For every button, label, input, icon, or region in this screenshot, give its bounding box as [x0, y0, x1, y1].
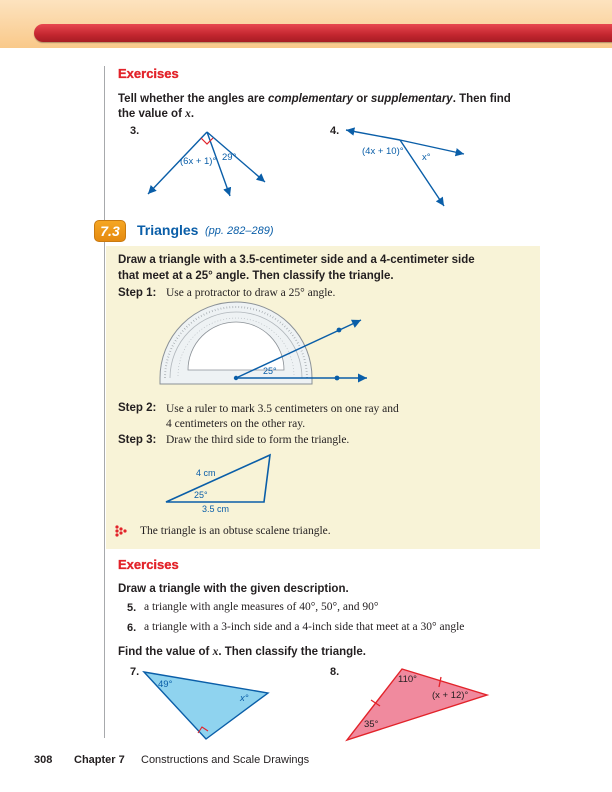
exercise-number-7: 7. — [130, 666, 140, 678]
exercise-number-4: 4. — [330, 125, 340, 137]
step-2-line: 4 centimeters on the other ray. — [166, 418, 306, 430]
step-3-text: Draw the third side to form the triangle. — [166, 434, 350, 446]
angle-label: (4x + 10)° — [362, 146, 404, 157]
angle-label: (x + 12)° — [432, 690, 469, 701]
section-badge: 7.3 — [94, 220, 126, 242]
instruction-part: Find the value of — [118, 646, 213, 658]
section-pages: (pp. 282–289) — [205, 225, 274, 237]
angle-label: x° — [240, 693, 249, 704]
instruction-term: supplementary — [370, 93, 453, 105]
instruction-part: or — [353, 93, 371, 105]
angle-label: 29° — [222, 152, 237, 163]
triangle-side-label: 4 cm — [196, 468, 216, 478]
instruction-variable: x — [212, 646, 219, 658]
instruction-part: . Then classify the triangle. — [218, 646, 366, 658]
angle-diagram-4 — [340, 120, 470, 210]
instruction-part: . — [190, 108, 195, 120]
step-2-line: Use a ruler to mark 3.5 centimeters on one ray and — [166, 403, 399, 415]
header-bar — [34, 24, 612, 42]
exercise-number-8: 8. — [330, 666, 340, 678]
triangle-angle-label: 25° — [194, 490, 208, 500]
conclusion-dots-icon — [114, 524, 128, 538]
exercises-heading: Exercises — [118, 66, 179, 81]
step-1-text: Use a protractor to draw a 25° angle. — [166, 287, 336, 299]
instruction-variable: x — [185, 108, 191, 120]
step-1-label: Step 1: — [118, 287, 157, 299]
step-2-text — [166, 402, 399, 432]
footer-title: Constructions and Scale Drawings — [141, 754, 310, 766]
exercise-number-6: 6. — [127, 622, 137, 634]
example-prompt — [118, 252, 475, 284]
angle-label: 110° — [398, 674, 417, 685]
instruction-part: Tell whether the angles are — [118, 93, 268, 105]
prompt-line: that meet at a 25° angle. Then classify the triangle. — [118, 270, 394, 282]
angle-diagram-3 — [140, 120, 280, 200]
angle-label: (6x + 1)° — [180, 156, 217, 167]
exercise-instruction-2: Draw a triangle with the given description. — [118, 583, 349, 595]
section-title: Triangles — [137, 222, 199, 238]
instruction-part: the value of — [118, 108, 186, 120]
exercise-number-5: 5. — [127, 602, 137, 614]
exercise-instruction — [118, 92, 538, 122]
exercise-instruction-3 — [118, 646, 366, 658]
footer-chapter: Chapter 7 — [74, 754, 125, 766]
step-2-label: Step 2: — [118, 402, 157, 414]
angle-label: 35° — [364, 719, 379, 730]
prompt-line: Draw a triangle with a 3.5-centimeter side and a 4-centimeter side — [118, 254, 475, 266]
triangle-diagram-8 — [340, 665, 495, 745]
conclusion-text: The triangle is an obtuse scalene triangle. — [140, 525, 331, 537]
exercise-text-6: a triangle with a 3-inch side and a 4-inch side that meet at a 30° angle — [144, 621, 465, 633]
angle-label: 49° — [158, 679, 173, 690]
page-number: 308 — [34, 754, 53, 766]
exercise-text-5: a triangle with angle measures of 40°, 50°, and 90° — [144, 601, 379, 613]
margin-rule — [104, 66, 105, 738]
triangle-diagram-7 — [140, 665, 280, 745]
protractor-diagram — [155, 300, 375, 392]
instruction-part: . Then find — [452, 93, 511, 105]
triangle-side-label: 3.5 cm — [202, 504, 230, 514]
angle-label: x° — [422, 152, 431, 163]
exercises-heading-2: Exercises — [118, 557, 179, 572]
protractor-angle-label: 25° — [263, 366, 277, 376]
instruction-term: complementary — [267, 93, 353, 105]
step-3-label: Step 3: — [118, 434, 157, 446]
exercise-number-3: 3. — [130, 125, 140, 137]
constructed-triangle — [160, 450, 290, 516]
